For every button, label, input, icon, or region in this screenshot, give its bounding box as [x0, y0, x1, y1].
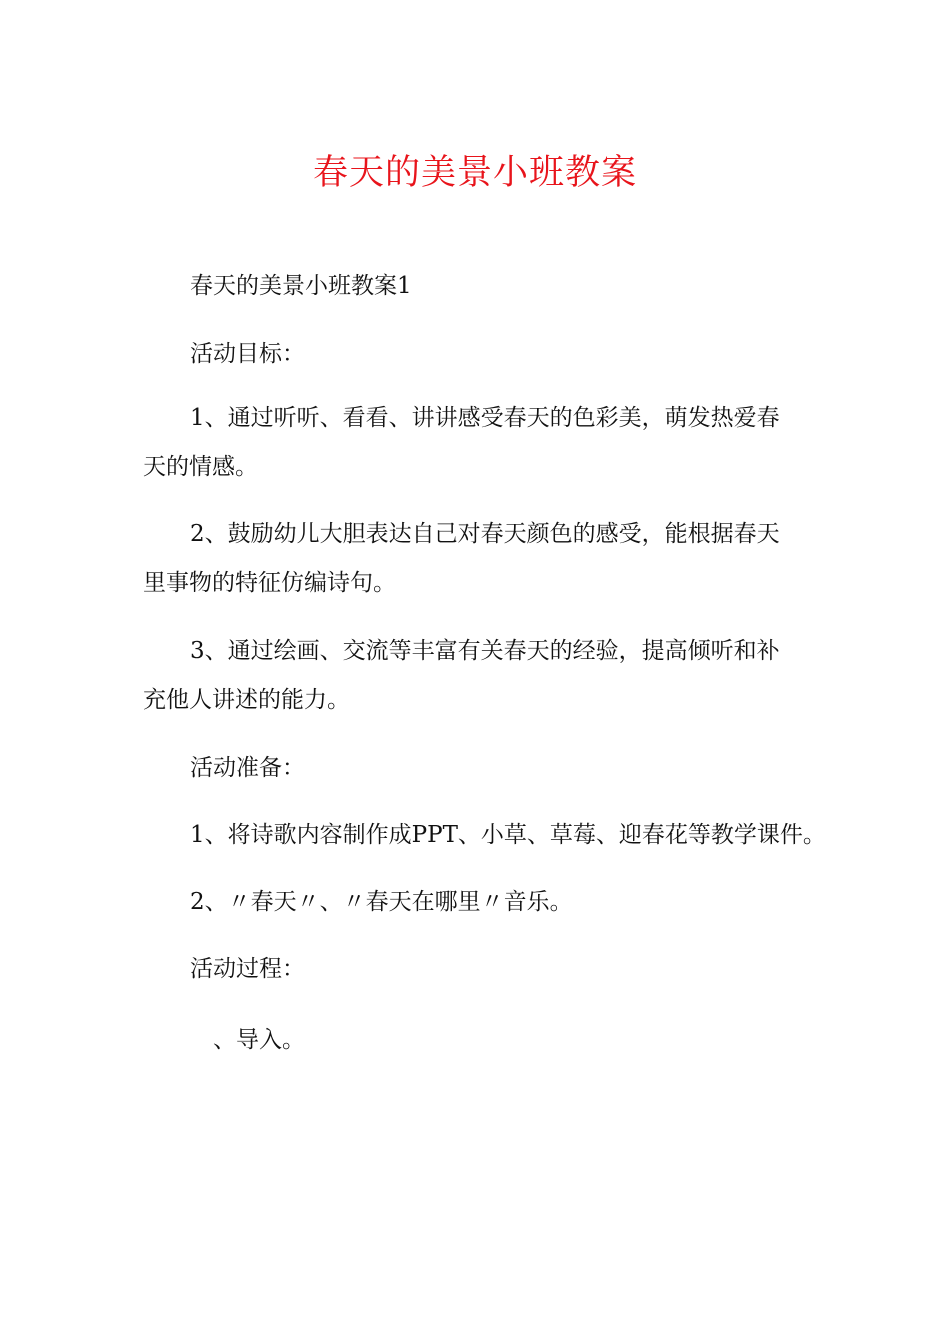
prep-item-2: 2、〃春天〃、〃春天在哪里〃音乐。: [190, 889, 573, 915]
goal-1-line-1: 1、通过听听、看看、讲讲感受春天的色彩美，萌发热爱春: [190, 405, 780, 431]
prep-heading: 活动准备：: [190, 755, 305, 781]
goal-3-line-1: 3、通过绘画、交流等丰富有关春天的经验，提高倾听和补: [190, 638, 780, 664]
process-item-1: 、导入。: [213, 1027, 305, 1053]
goal-2-line-2: 里事物的特征仿编诗句。: [143, 570, 396, 596]
goals-heading: 活动目标：: [190, 341, 305, 367]
document-title: 春天的美景小班教案: [312, 153, 637, 193]
section-heading: 春天的美景小班教案1: [190, 273, 412, 299]
goal-2-line-1: 2、鼓励幼儿大胆表达自己对春天颜色的感受，能根据春天: [190, 521, 780, 547]
goal-1-line-2: 天的情感。: [143, 454, 258, 480]
process-heading: 活动过程：: [190, 956, 305, 982]
prep-item-1: 1、将诗歌内容制作成PPT、小草、草莓、迎春花等教学课件。: [190, 822, 826, 848]
goal-3-line-2: 充他人讲述的能力。: [143, 687, 350, 713]
